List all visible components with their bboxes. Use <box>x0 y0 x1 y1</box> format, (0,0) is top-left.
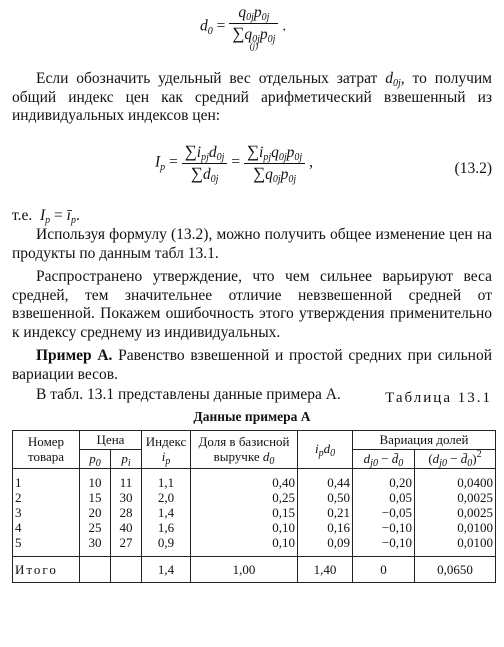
header-index <box>142 431 191 469</box>
paragraph-3: Распространено утверждение, что чем сильнее варьируют веса средней, тем значительнее отличие невзвешенной средней от взвешенной. Покажем ошибочность этого утверждения применительно к индексу среднему из индивидуальных. <box>12 268 492 341</box>
total-p0 <box>80 556 111 583</box>
num-q-sub: 0j <box>246 12 254 23</box>
row-ipd: 0,16 <box>298 520 353 535</box>
row-ipd: 0,21 <box>298 505 353 520</box>
row-pi: 27 <box>111 535 142 557</box>
row-var2: 0,0400 <box>414 468 495 490</box>
te-line: т.е. Ip = īp. <box>12 207 80 226</box>
header-var2: ($d_{j0}$ − $d̄_0)^2$ <box>414 449 495 468</box>
header-ipd <box>298 431 353 469</box>
total-label: Итого <box>13 556 80 583</box>
te-prefix: т.е. <box>12 207 33 224</box>
table-row <box>13 505 496 520</box>
formula-fraction: q0jp0j ∑q0jp0j (j) <box>229 4 278 50</box>
row-number: 3 <box>13 505 80 520</box>
row-p0: 30 <box>80 535 111 557</box>
table-row <box>13 490 496 505</box>
row-share: 0,15 <box>191 505 298 520</box>
row-index: 0,9 <box>142 535 191 557</box>
header-pi-sym: p <box>121 450 128 466</box>
header-ipd-sub2: 0 <box>330 448 336 460</box>
header-var1: $d_{j0}$ − $d̄_0$ <box>353 449 415 468</box>
row-var2: 0,0025 <box>414 505 495 520</box>
row-pi: 40 <box>111 520 142 535</box>
row-index: 1,4 <box>142 505 191 520</box>
header-index-sub: p <box>165 456 171 468</box>
table-row <box>13 520 496 535</box>
para1-sym: d <box>385 70 393 87</box>
paragraph-5: В табл. 13.1 представлены данные примера А. <box>36 386 341 403</box>
total-ipd: 1,40 <box>298 556 353 583</box>
row-var1: −0,10 <box>353 520 415 535</box>
paragraph-4 <box>12 347 492 384</box>
table-row <box>13 468 496 490</box>
header-pi <box>111 449 142 468</box>
row-number: 1 <box>13 468 80 490</box>
header-p0-sym: p <box>89 450 96 466</box>
header-pi-sub: i <box>127 457 131 469</box>
table-body <box>13 468 496 556</box>
header-share-label: Доля в базисной выручке <box>198 433 290 465</box>
row-index: 1,1 <box>142 468 191 490</box>
header-share <box>191 431 298 469</box>
total-share: 1,00 <box>191 556 298 583</box>
paragraph-2: Используя формулу (13.2), можно получить общее изменение цен на продукты по данным табл 13.1. <box>12 226 492 262</box>
row-ipd: 0,50 <box>298 490 353 505</box>
num-p-sub: 0j <box>261 12 270 23</box>
equation-number: (13.2) <box>454 160 492 177</box>
header-ipd-sub: p <box>318 448 324 460</box>
row-number: 4 <box>13 520 80 535</box>
example-text: Равенство взвешенной и простой средних при сильной вариации весов. <box>12 347 492 383</box>
row-share: 0,10 <box>191 520 298 535</box>
header-share-sym: d <box>262 449 270 465</box>
row-var2: 0,0100 <box>414 520 495 535</box>
row-p0: 10 <box>80 468 111 490</box>
row-var1: 0,05 <box>353 490 415 505</box>
total-row <box>13 556 496 583</box>
row-index: 1,6 <box>142 520 191 535</box>
row-share: 0,25 <box>191 490 298 505</box>
row-number: 2 <box>13 490 80 505</box>
den-sum-sub: (j) <box>249 41 259 52</box>
header-ipd-i: i <box>314 441 319 457</box>
formula-13-2: Ip = $\frac{\text{∑ipjd0j}}{\sum d0j}$ = $\frac{\text{∑ipjq0jp0j}}{\sum q0jp0j}$ , <box>155 142 313 185</box>
header-variation: Вариация долей <box>353 431 496 450</box>
example-label: Пример А. <box>36 347 113 364</box>
table-row <box>13 535 496 557</box>
table-title: Данные примера А <box>193 409 311 424</box>
den-q-sub: 0j <box>252 33 260 45</box>
den-p-sub: 0j <box>267 33 276 45</box>
row-index: 2,0 <box>142 490 191 505</box>
total-var2: 0,0650 <box>414 556 495 583</box>
row-p0: 20 <box>80 505 111 520</box>
row-p0: 25 <box>80 520 111 535</box>
row-pi: 11 <box>111 468 142 490</box>
header-item-number: Номер товара <box>13 431 80 469</box>
total-index: 1,4 <box>142 556 191 583</box>
header-ipd-d: d <box>323 441 331 457</box>
num-q: q <box>238 4 247 21</box>
header-p0 <box>80 449 111 468</box>
row-var2: 0,0100 <box>414 535 495 557</box>
table-caption: Таблица 13.1 <box>385 390 492 406</box>
formula-lhs-sub: 0 <box>207 25 213 37</box>
row-var1: 0,20 <box>353 468 415 490</box>
data-table <box>12 430 496 583</box>
header-price: Цена <box>80 431 142 450</box>
formula-d0: d0 = q0jp0j ∑q0jp0j (j) . <box>200 4 287 52</box>
para1-sym-sub: 0j <box>392 78 401 89</box>
row-var2: 0,0025 <box>414 490 495 505</box>
row-pi: 28 <box>111 505 142 520</box>
header-index-sym: i <box>161 449 166 465</box>
header-index-label: Индекс <box>145 433 187 449</box>
row-number: 5 <box>13 535 80 557</box>
row-var1: −0,10 <box>353 535 415 557</box>
row-share: 0,40 <box>191 468 298 490</box>
para1-a: Если обозначить удельный вес отдельных затрат <box>36 70 386 87</box>
total-var1: 0 <box>353 556 415 583</box>
row-ipd: 0,44 <box>298 468 353 490</box>
den-q: q <box>244 25 253 43</box>
formula-lhs: d <box>200 17 208 35</box>
row-ipd: 0,09 <box>298 535 353 557</box>
header-share-sub: 0 <box>269 456 275 468</box>
row-var1: −0,05 <box>353 505 415 520</box>
para1-b: , то получим общий индекс цен как средний арифметический взвешенный из индивидуальных индексов цен: <box>12 70 492 125</box>
num-p: p <box>253 4 262 21</box>
paragraph-1 <box>12 70 492 126</box>
header-p0-sub: 0 <box>95 457 101 469</box>
total-pi <box>111 556 142 583</box>
row-share: 0,10 <box>191 535 298 557</box>
row-pi: 30 <box>111 490 142 505</box>
den-p: p <box>259 25 268 43</box>
row-p0: 15 <box>80 490 111 505</box>
